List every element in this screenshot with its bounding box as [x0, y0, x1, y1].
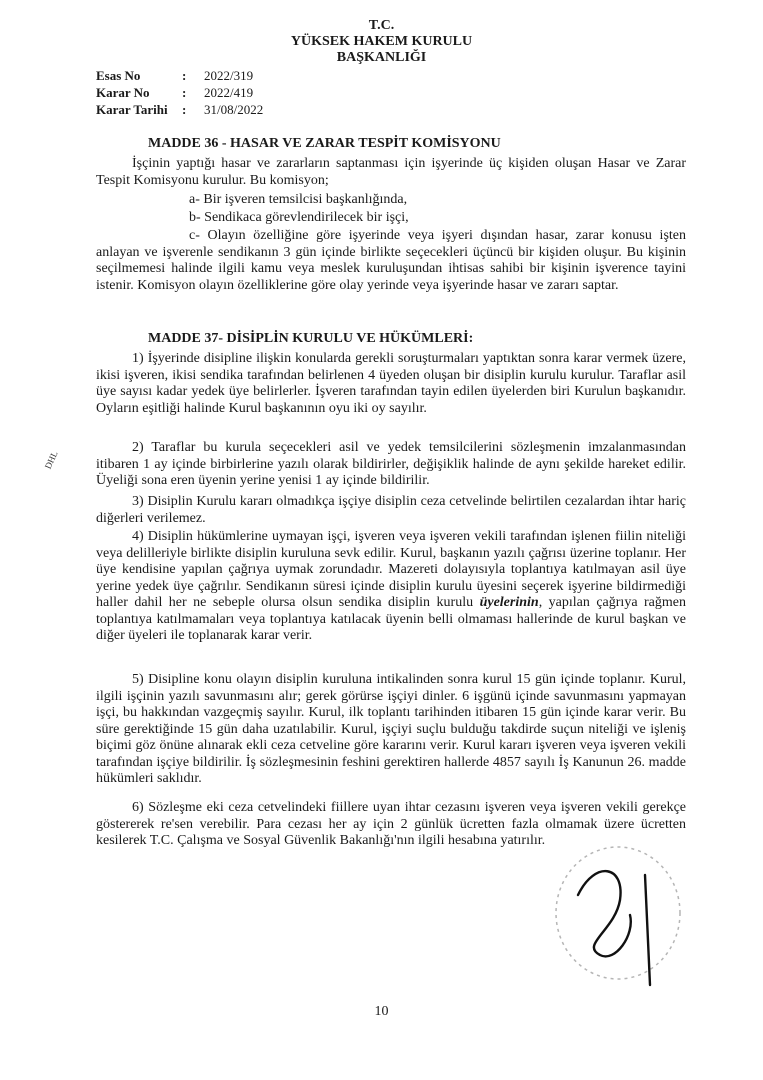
header-office: BAŞKANLIĞI	[336, 50, 427, 65]
madde37-paragraph-3	[96, 494, 686, 527]
madde37-p3-text: 3) Disiplin Kurulu kararı olmadıkça işçiye disiplin ceza cetvelinde belirtilen cezalardan ihtar hariç diğerleri verilemez.	[96, 494, 686, 526]
tarih-row	[96, 101, 263, 118]
karar-label: Karar No	[96, 85, 150, 100]
tarih-value: 31/08/2022	[204, 102, 264, 117]
madde37-paragraph-5	[96, 672, 686, 788]
case-meta	[96, 67, 263, 118]
signature-stamp	[540, 835, 690, 995]
header-institution: YÜKSEK HAKEM KURULU	[290, 34, 473, 49]
tarih-label: Karar Tarihi	[96, 102, 168, 117]
madde37-p4-emphasis: üyelerinin	[479, 595, 539, 610]
stamp-circle	[556, 847, 680, 979]
tarih-sep: :	[182, 102, 187, 117]
madde37-paragraph-1	[96, 351, 686, 417]
esas-label: Esas No	[96, 68, 141, 83]
madde36-intro-text: İşçinin yaptığı hasar ve zararların saptanması için işyerinde üç kişiden oluşan Hasar ve Zarar Tespit Komisyonu kurulur. Bu komisyon;	[96, 156, 686, 188]
esas-value: 2022/319	[204, 68, 254, 83]
karar-sep: :	[182, 85, 187, 100]
esas-row	[96, 67, 263, 84]
madde36-item-c	[96, 228, 686, 294]
madde37-p4-text	[96, 529, 686, 645]
madde36-title: MADDE 36 - HASAR VE ZARAR TESPİT KOMİSYONU	[148, 136, 501, 151]
madde37-p2-text: 2) Taraflar bu kurula seçecekleri asil ve yedek temsilcilerini sözleşmenin imzalanmasından itibaren 1 ay içinde birbirlerine yazılı olarak bildirirler, değişiklik halinde de aynı şekilde hareket edilir. Üyeliği sona eren üyenin yerine yenisi 1 ay içinde bildirilir.	[96, 440, 686, 488]
madde37-p1-text: 1) İşyerinde disipline ilişkin konularda gerekli soruşturmaları yaptıktan sonra karar vermek üzere, ikisi işveren, ikisi sendika tarafından belirlenen 4 üyeden oluşan bir disiplin kurulu kurulur. Taraflar asil üye sayısı kadar yedek üye belirlerler. İşveren tarafından tayin edilen üyelerden biri Kurulun başkanıdır. Oyların eşitliği halinde Kurul başkanının oyu iki oy sayılır.	[96, 351, 686, 416]
esas-sep: :	[182, 68, 187, 83]
madde36-item-c-text: c- Olayın özelliğine göre işyerinde veya işyeri dışından hasar, zarar konusu işten anlayan ve işverenle sendikanın 3 gün içinde birlikte seçecekleri üçüncü bir kişiden oluşur. Bu kişinin seçilmemesi halinde ilgili kamu veya meslek kuruluşundan ihtisas sahibi bir kişinin işverence tayini istenir. Komisyon olayın özelliklerine göre olay yerinde veya işyerinde hasar ve zararı saptar.	[96, 228, 686, 293]
madde36-item-b: b- Sendikaca görevlendirilecek bir işçi,	[189, 210, 409, 225]
madde37-p4-part-a: 4) Disiplin hükümlerine uymayan işçi, işveren veya işveren vekili tarafından işlenen fiilin niteliği veya delilleriyle birlikte disiplin kuruluna sevk edilir. Kurul, başkanın yazılı çağrısı üzerine toplanır. Her üye kendisine yapılan çağrıya uymak zorundadır. Mazereti dolayısıyla toplantıya katılmayan asil üye yerine yedek üye çağrılır. Sendikanın süresi içinde disiplin kurulu üyesini seçerek işyerine bildirmediği haller dahil her ne sebeple olursa olsun sendika disiplin kurulu	[96, 529, 686, 610]
madde37-title: MADDE 37- DİSİPLİN KURULU VE HÜKÜMLERİ:	[148, 331, 474, 346]
page-number: 10	[374, 1004, 389, 1019]
margin-initials: DHL	[42, 449, 60, 471]
madde37-p5-text: 5) Disipline konu olayın disiplin kuruluna intikalinden sonra kurul 15 gün içinde toplanır. Kurul, ilgili işçinin yazılı savunmasını alır; gerek görürse işçiyi dinler. 6 işgünü içinde savunmasını yapmayan işçi, bu hakkından vazgeçmiş sayılır. Kurul, ilk toplantı tarihinden itibaren 15 gün içinde karar verir. Bu süre gerektiğinde 15 gün daha uzatılabilir. Kurul, işçiyi suçlu bulduğu takdirde suçun niteliği ve işleniş biçimi göz önüne alınarak ekli ceza cetveline göre kararını verir. Kurul kararı işveren veya işveren vekili tarafından işçiye bildirilir. İş sözleşmesinin feshini gerektiren hallerde 4857 sayılı İş Kanunun 26. madde hükümleri saklıdır.	[96, 672, 686, 786]
madde37-p4-part-b: , yapılan çağrıya rağmen toplantıya katılmamaları veya toplantıya katılacak üyenin belli olmaması hallerinde de kurul başkan ve diğer üyeleri ile toplanarak karar verir.	[96, 595, 686, 643]
madde37-paragraph-4	[96, 529, 686, 645]
madde37-p6-text: 6) Sözleşme eki ceza cetvelindeki fiillere uyan ihtar cezasını işveren veya işveren vekili gerekçe göstererek re'sen verebilir. Para cezası her ay için 2 günlük ücretten fazla olmamak üzere ücretten kesilerek T.C. Çalışma ve Sosyal Güvenlik Bakanlığı'nın ilgili hesabına yatırılır.	[96, 800, 686, 848]
karar-value: 2022/419	[204, 85, 254, 100]
madde36-item-a: a- Bir işveren temsilcisi başkanlığında,	[189, 192, 408, 207]
header-tc: T.C.	[368, 18, 395, 33]
madde36-intro	[96, 156, 686, 189]
karar-row	[96, 84, 263, 101]
signature-stroke	[578, 871, 650, 985]
madde37-paragraph-2	[96, 440, 686, 490]
